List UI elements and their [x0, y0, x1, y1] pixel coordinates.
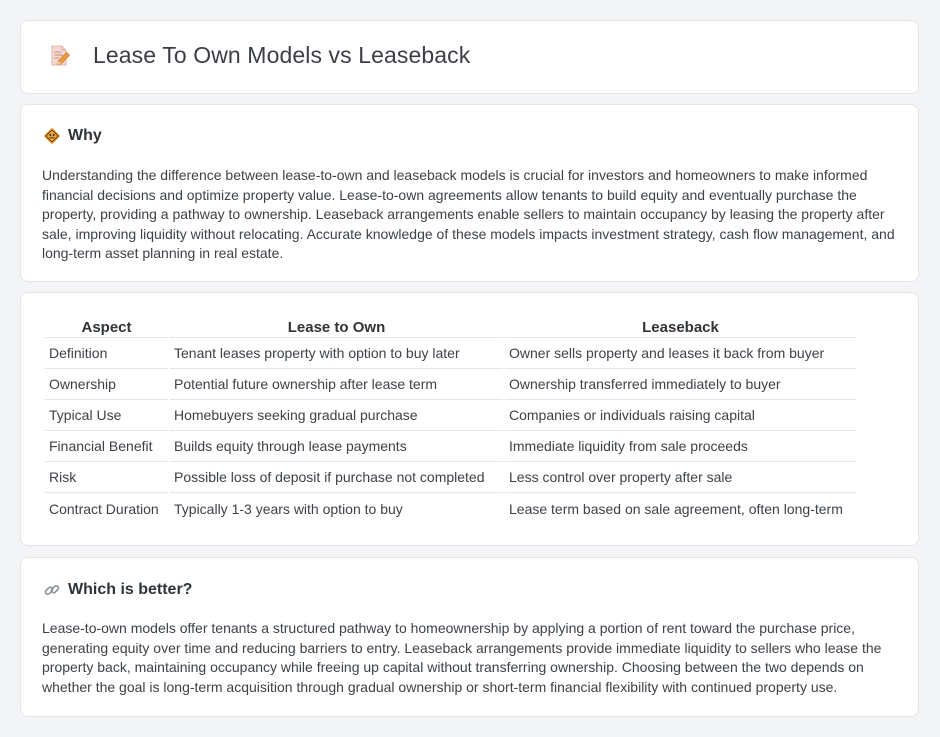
header-leaseback: Leaseback: [505, 317, 856, 338]
row-leaseback-cell: Owner sells property and leases it back from buyer: [505, 338, 856, 369]
table-row: [45, 400, 856, 431]
row-aspect-cell: Contract Duration: [49, 500, 159, 517]
table-row: [45, 369, 856, 400]
link-icon: [43, 581, 61, 599]
comparison-table: [43, 317, 858, 524]
better-heading: Which is better?: [68, 581, 193, 598]
table-row: [45, 338, 856, 369]
header-aspect: Aspect: [45, 317, 168, 338]
row-aspect-cell: Definition: [45, 338, 168, 369]
row-leaseback-cell: Ownership transferred immediately to buyer: [505, 369, 856, 400]
comparison-card: [20, 292, 919, 546]
why-heading: Why: [68, 127, 102, 144]
document-pencil-icon: [47, 44, 71, 68]
row-leaseback-cell: Immediate liquidity from sale proceeds: [505, 431, 856, 462]
row-lease-to-own-cell: Potential future ownership after lease term: [170, 369, 503, 400]
why-heading-row: [43, 127, 102, 145]
title-card: [20, 20, 919, 94]
row-leaseback-cell: Lease term based on sale agreement, often long-term: [509, 500, 843, 517]
row-leaseback-cell: Companies or individuals raising capital: [505, 400, 856, 431]
which-better-card: [20, 557, 919, 717]
row-aspect-cell: Risk: [45, 462, 168, 493]
table-header-row: [45, 317, 856, 338]
header-lease-to-own: Lease to Own: [170, 317, 503, 338]
better-heading-row: [43, 581, 192, 599]
page-title: Lease To Own Models vs Leaseback: [93, 42, 471, 68]
table-row: [45, 431, 856, 462]
row-aspect-cell: Ownership: [45, 369, 168, 400]
table-row: [45, 462, 856, 493]
row-aspect-cell: Typical Use: [45, 400, 168, 431]
row-lease-to-own-cell: Tenant leases property with option to buy later: [170, 338, 503, 369]
row-lease-to-own-cell: Typically 1-3 years with option to buy: [174, 500, 403, 517]
table-row: [45, 493, 856, 524]
row-leaseback-cell: Less control over property after sale: [505, 462, 856, 493]
why-card: [20, 104, 919, 282]
row-lease-to-own-cell: Homebuyers seeking gradual purchase: [170, 400, 503, 431]
better-paragraph: Lease-to-own models offer tenants a structured pathway to homeownership by applying a portion of rent toward the purchase price, generating equity over time and reducing barriers to entry. Leaseback arrangements provide immediate liquidity to sellers who lease the property back, maintaining occupancy while freeing up capital without transferring ownership. Choosing between the two depends on whether the goal is long-term acquisition through gradual ownership or short-term financial flexibility with continued property use.: [42, 620, 882, 695]
title-row: [47, 42, 470, 69]
row-lease-to-own-cell: Possible loss of deposit if purchase not completed: [170, 462, 503, 493]
row-aspect-cell: Financial Benefit: [45, 431, 168, 462]
why-paragraph: Understanding the difference between lease-to-own and leaseback models is crucial for investors and homeowners to make informed financial decisions and optimize property value. Lease-to-own agreements allow tenants to build equity and eventually purchase the property, providing a pathway to ownership. Leaseback arrangements enable sellers to maintain occupancy by leasing the property after sale, improving liquidity without relocating. Accurate knowledge of these models impacts investment strategy, cash flow management, and long-term asset planning in real estate.: [42, 167, 895, 262]
row-lease-to-own-cell: Builds equity through lease payments: [170, 431, 503, 462]
diamond-sign-icon: [43, 127, 61, 145]
